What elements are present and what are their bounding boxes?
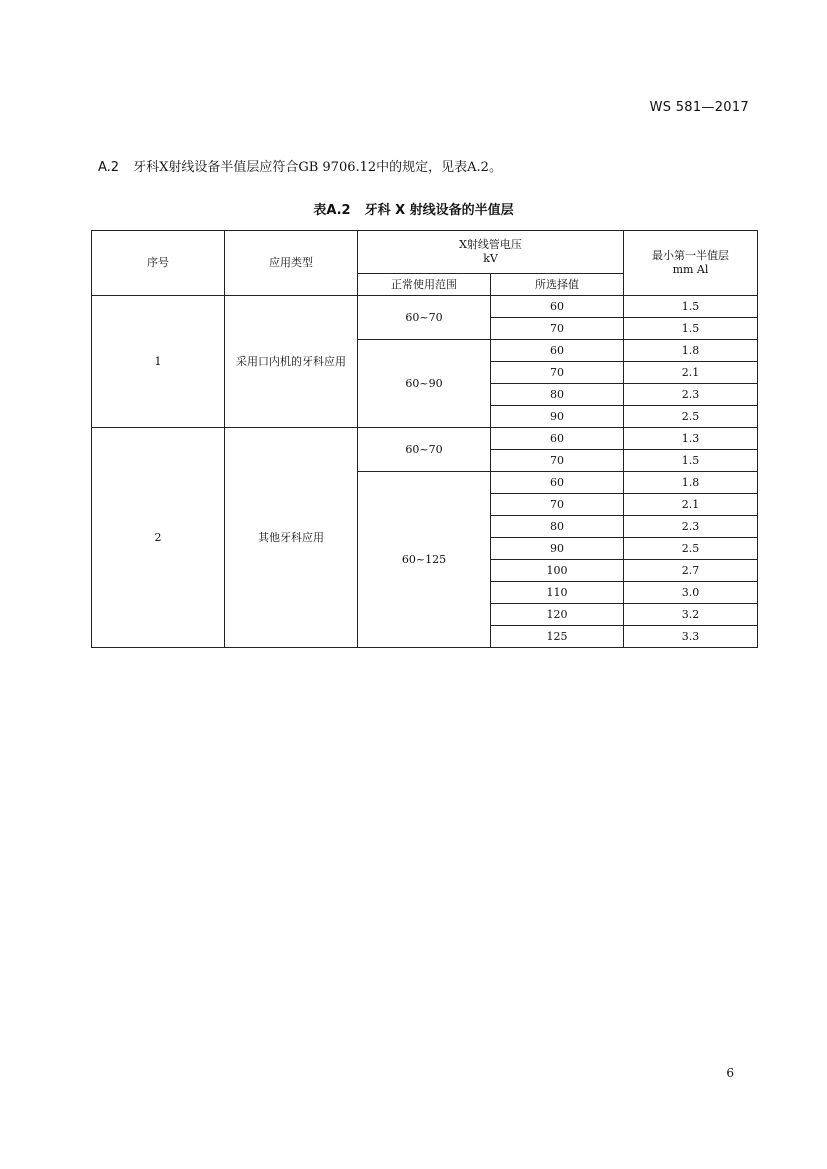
cell-hvl: 2.3 bbox=[624, 516, 758, 538]
cell-range: 60~90 bbox=[358, 340, 491, 428]
cell-selected-value: 70 bbox=[491, 494, 624, 516]
cell-seq: 2 bbox=[92, 428, 225, 648]
clause-paragraph bbox=[98, 156, 502, 175]
header-range: 正常使用范围 bbox=[358, 274, 491, 296]
header-voltage-unit: kV bbox=[483, 252, 498, 265]
header-hvl-title: 最小第一半值层 bbox=[652, 249, 729, 262]
cell-range: 60~70 bbox=[358, 296, 491, 340]
clause-text: 牙科X射线设备半值层应符合GB 9706.12中的规定，见表A.2。 bbox=[133, 160, 502, 175]
cell-selected-value: 70 bbox=[491, 318, 624, 340]
cell-selected-value: 60 bbox=[491, 296, 624, 318]
hvl-table bbox=[91, 230, 758, 648]
header-hvl-unit: mm Al bbox=[672, 263, 709, 276]
table-caption-id: 表A.2 bbox=[313, 203, 351, 218]
cell-hvl: 2.5 bbox=[624, 538, 758, 560]
cell-hvl: 1.3 bbox=[624, 428, 758, 450]
cell-app-type: 采用口内机的牙科应用 bbox=[225, 296, 358, 428]
cell-selected-value: 60 bbox=[491, 428, 624, 450]
cell-hvl: 1.5 bbox=[624, 318, 758, 340]
table-row bbox=[92, 296, 758, 318]
cell-selected-value: 60 bbox=[491, 472, 624, 494]
cell-hvl: 1.8 bbox=[624, 340, 758, 362]
header-selected: 所选择值 bbox=[491, 274, 624, 296]
cell-selected-value: 60 bbox=[491, 340, 624, 362]
cell-selected-value: 125 bbox=[491, 626, 624, 648]
cell-selected-value: 70 bbox=[491, 362, 624, 384]
header-voltage-title: X射线管电压 bbox=[459, 238, 522, 251]
cell-selected-value: 90 bbox=[491, 538, 624, 560]
cell-hvl: 2.5 bbox=[624, 406, 758, 428]
cell-app-type: 其他牙科应用 bbox=[225, 428, 358, 648]
cell-selected-value: 120 bbox=[491, 604, 624, 626]
cell-hvl: 1.8 bbox=[624, 472, 758, 494]
header-hvl bbox=[624, 231, 758, 296]
cell-hvl: 3.0 bbox=[624, 582, 758, 604]
cell-hvl: 2.1 bbox=[624, 494, 758, 516]
cell-hvl: 2.3 bbox=[624, 384, 758, 406]
cell-selected-value: 70 bbox=[491, 450, 624, 472]
table-row bbox=[92, 428, 758, 450]
header-voltage bbox=[358, 231, 624, 274]
cell-hvl: 1.5 bbox=[624, 296, 758, 318]
cell-selected-value: 90 bbox=[491, 406, 624, 428]
table-caption-title: 牙科 X 射线设备的半值层 bbox=[364, 203, 514, 218]
cell-hvl: 2.7 bbox=[624, 560, 758, 582]
cell-hvl: 2.1 bbox=[624, 362, 758, 384]
header-seq: 序号 bbox=[92, 231, 225, 296]
table-caption bbox=[0, 199, 827, 218]
cell-selected-value: 80 bbox=[491, 384, 624, 406]
cell-range: 60~70 bbox=[358, 428, 491, 472]
cell-selected-value: 100 bbox=[491, 560, 624, 582]
cell-seq: 1 bbox=[92, 296, 225, 428]
cell-selected-value: 110 bbox=[491, 582, 624, 604]
cell-hvl: 1.5 bbox=[624, 450, 758, 472]
cell-hvl: 3.2 bbox=[624, 604, 758, 626]
document-id: WS 581—2017 bbox=[649, 100, 749, 115]
clause-number: A.2 bbox=[98, 160, 120, 175]
cell-hvl: 3.3 bbox=[624, 626, 758, 648]
cell-selected-value: 80 bbox=[491, 516, 624, 538]
page-number: 6 bbox=[726, 1066, 734, 1080]
cell-range: 60~125 bbox=[358, 472, 491, 648]
header-app-type: 应用类型 bbox=[225, 231, 358, 296]
header-row-1 bbox=[92, 231, 758, 274]
